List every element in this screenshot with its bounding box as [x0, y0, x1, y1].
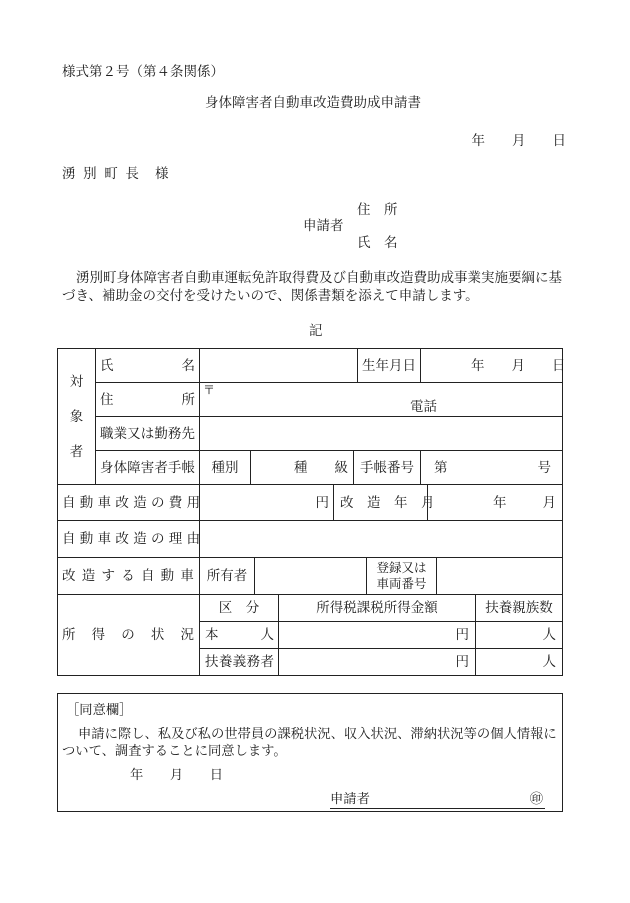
- income-header-category-label: 区 分: [218, 600, 260, 616]
- label-glyph: [170, 627, 174, 643]
- label-glyph: [119, 166, 123, 182]
- income-header-category: [199, 594, 279, 622]
- occupation-field: [199, 416, 563, 451]
- label-glyph: 手: [167, 459, 182, 476]
- label-glyph: [321, 460, 335, 476]
- income-row-supporter-amount: [278, 648, 476, 676]
- label-glyph: [175, 568, 179, 584]
- consent-box: [57, 693, 563, 812]
- subject-group-cell: [57, 348, 96, 485]
- label-glyph: 号: [537, 459, 551, 476]
- handbook-label-cell: [95, 450, 200, 485]
- label-glyph: 自: [62, 494, 76, 511]
- label-glyph: の: [121, 627, 135, 643]
- label-glyph: 町: [104, 166, 118, 182]
- income-row-self-dependents: [475, 621, 563, 649]
- label-glyph: 種: [294, 459, 308, 476]
- label-glyph: 本: [205, 627, 219, 643]
- label-glyph: 身: [100, 459, 114, 476]
- income-row-supporter-label: [205, 654, 274, 670]
- label-glyph: [539, 358, 553, 374]
- label-glyph: [96, 568, 100, 584]
- income-row-supporter-category: [199, 648, 279, 676]
- label-glyph: 対: [69, 373, 84, 390]
- label-glyph: [496, 460, 510, 476]
- label-glyph: [525, 358, 539, 374]
- label-glyph: る: [121, 568, 135, 584]
- label-glyph: [77, 166, 81, 182]
- consent-title: ［同意欄］: [66, 703, 133, 718]
- consent-line-2: ついて、調査することに同意します。: [62, 744, 287, 759]
- owner-field: [254, 557, 367, 595]
- label-glyph: 又: [127, 425, 141, 442]
- label-glyph: [116, 568, 120, 584]
- handbook-grade-cell: [250, 450, 354, 485]
- label-glyph: [510, 495, 524, 511]
- label-glyph: 況: [180, 627, 194, 643]
- label-glyph: [98, 166, 102, 182]
- label-glyph: [517, 460, 531, 476]
- label-glyph: 自: [140, 568, 155, 584]
- reason-label-cell: [57, 520, 200, 558]
- label-glyph: 用: [186, 494, 201, 511]
- birth-label: 生年月日: [362, 357, 416, 374]
- label-glyph: [381, 495, 395, 511]
- name-label-cell: [95, 348, 200, 383]
- label-glyph: 改: [115, 494, 129, 511]
- label-glyph: 改: [115, 531, 129, 547]
- handbook-grade: [294, 460, 347, 476]
- body-line-2: づき、補助金の交付を受けたいので、関係書類を添えて申請します。: [62, 288, 479, 304]
- label-glyph: 車: [97, 531, 112, 547]
- label-glyph: 義: [232, 654, 247, 670]
- occupation-label: [100, 426, 195, 442]
- label-glyph: [111, 627, 115, 643]
- handbook-number-field: [420, 450, 563, 485]
- income-row-self-dependents-unit: 人: [542, 627, 556, 643]
- label-glyph: 車: [97, 494, 112, 511]
- label-glyph: [136, 568, 140, 584]
- label-glyph: 級: [334, 459, 348, 476]
- label-glyph: 住: [100, 391, 114, 408]
- application-date: 年 月 日: [471, 133, 566, 149]
- label-glyph: 務: [246, 654, 261, 670]
- cost-field: [199, 484, 334, 521]
- label-glyph: 年: [471, 357, 485, 374]
- label-glyph: 年: [493, 494, 507, 511]
- postal-mark: 〒: [203, 383, 216, 397]
- applicant-address-label: 住 所: [357, 202, 398, 218]
- modification-date-field: [427, 484, 563, 521]
- label-glyph: [224, 627, 238, 643]
- registration-label-line-2: 車両番号: [376, 576, 427, 591]
- label-glyph: 所: [181, 391, 195, 408]
- registration-label-cell: [366, 557, 437, 595]
- income-header-dependents: [475, 594, 563, 622]
- label-glyph: 象: [69, 408, 84, 425]
- occupation-label-cell: [95, 416, 200, 451]
- label-glyph: 養: [218, 654, 233, 670]
- label-glyph: 改: [62, 568, 76, 584]
- reason-label: [62, 531, 201, 547]
- applicant-name-label: 氏 名: [357, 235, 398, 251]
- name-field: [199, 348, 358, 383]
- label-glyph: [408, 495, 422, 511]
- income-row-self-amount-unit: 円: [455, 627, 469, 643]
- applicant-label: 申請者: [303, 218, 344, 234]
- subject-label: [70, 375, 84, 459]
- income-label-cell: [57, 594, 200, 676]
- registration-label-line-1: 登録又は: [376, 560, 427, 575]
- label-glyph: 氏: [100, 357, 114, 374]
- label-glyph: 車: [180, 568, 194, 584]
- label-glyph: 年: [394, 494, 408, 511]
- form-number: 様式第２号（第４条関係）: [62, 64, 224, 80]
- consent-signature-label: 申請者: [330, 792, 370, 807]
- label-glyph: [308, 460, 322, 476]
- consent-date: 年 月 日: [130, 768, 224, 783]
- income-row-self-category: [199, 621, 279, 649]
- label-glyph: 体: [113, 459, 128, 476]
- form-title: 身体障害者自動車改造費助成申請書: [205, 95, 421, 111]
- owner-label: 所有者: [206, 568, 248, 584]
- label-glyph: 先: [181, 425, 195, 442]
- label-glyph: 者: [260, 654, 274, 670]
- income-header-amount: [278, 594, 476, 622]
- address-field: [199, 382, 563, 417]
- birth-field: [420, 348, 566, 383]
- label-glyph: [127, 392, 141, 408]
- ki-heading: 記: [309, 323, 323, 339]
- handbook-type-label: 種別: [211, 459, 239, 476]
- label-glyph: 月: [511, 357, 525, 374]
- label-glyph: 第: [434, 459, 448, 476]
- label-glyph: 扶: [205, 654, 219, 670]
- label-glyph: 費: [168, 494, 183, 511]
- handbook-label: [100, 460, 195, 476]
- label-glyph: [526, 495, 540, 511]
- label-glyph: 理: [168, 531, 183, 547]
- label-glyph: 動: [79, 494, 94, 511]
- label-glyph: [154, 392, 168, 408]
- label-glyph: 名: [181, 357, 195, 374]
- label-glyph: 造: [133, 531, 147, 547]
- handbook-number-label-cell: [353, 450, 421, 485]
- address-label-cell: [95, 382, 200, 417]
- cost-label: [62, 494, 201, 511]
- modification-date-placeholder: [493, 495, 556, 511]
- label-glyph: 動: [79, 531, 94, 547]
- label-glyph: [242, 627, 256, 643]
- label-glyph: 所: [62, 627, 76, 643]
- label-glyph: [485, 358, 499, 374]
- label-glyph: [475, 460, 489, 476]
- label-glyph: は: [140, 425, 155, 442]
- seal-icon: ㊞: [529, 792, 543, 807]
- cost-unit: 円: [315, 494, 329, 511]
- label-glyph: 得: [91, 627, 106, 643]
- address-label: [100, 392, 195, 408]
- body-line-1: 湧別町身体障害者自動車運転免許取得費及び自動車改造費助成事業実施要綱に基: [76, 270, 562, 286]
- label-glyph: 者: [154, 459, 168, 476]
- handbook-type-cell: [199, 450, 251, 485]
- addressee: [62, 166, 139, 182]
- handbook-number-label: 手帳番号: [360, 459, 414, 476]
- income-row-self-amount: [278, 621, 476, 649]
- label-glyph: [141, 627, 145, 643]
- vehicle-label: [62, 568, 194, 584]
- label-glyph: 造: [367, 494, 381, 511]
- income-header-amount-label: 所得税課税所得金額: [316, 600, 438, 616]
- income-row-supporter-dependents: [475, 648, 563, 676]
- label-glyph: [127, 358, 141, 374]
- label-glyph: 人: [260, 627, 274, 643]
- reason-field: [199, 520, 563, 558]
- income-row-supporter-dependents-unit: 人: [542, 654, 556, 670]
- birth-date-placeholder: [471, 357, 566, 374]
- label-glyph: 湧: [62, 166, 76, 182]
- phone-label: 電話: [410, 399, 437, 415]
- label-glyph: [498, 358, 512, 374]
- label-glyph: 者: [69, 443, 84, 460]
- label-glyph: [455, 460, 469, 476]
- cost-label-cell: [57, 484, 200, 521]
- label-glyph: 勤: [154, 425, 168, 442]
- label-glyph: 障: [127, 459, 141, 476]
- birth-label-cell: [357, 348, 421, 383]
- label-glyph: 改: [340, 494, 354, 511]
- vehicle-label-cell: [57, 557, 200, 595]
- consent-line-1: 申請に際し、私及び私の世帯員の課税状況、収入状況、滞納状況等の個人情報に: [78, 727, 557, 742]
- label-glyph: 造: [133, 494, 147, 511]
- label-glyph: 長: [125, 166, 139, 182]
- label-glyph: [354, 495, 368, 511]
- label-glyph: の: [150, 494, 165, 511]
- income-header-dependents-label: 扶養親族数: [485, 600, 553, 616]
- application-table: [57, 348, 566, 676]
- income-row-supporter-amount-unit: 円: [455, 654, 469, 670]
- income-row-self-label: [205, 627, 274, 643]
- label-glyph: 状: [150, 627, 165, 643]
- handbook-number-placeholder: [434, 460, 551, 476]
- label-glyph: [154, 358, 168, 374]
- label-glyph: 動: [160, 568, 175, 584]
- label-glyph: [81, 627, 85, 643]
- registration-field: [436, 557, 563, 595]
- label-glyph: す: [101, 568, 115, 584]
- consent-signature-line: [330, 792, 545, 809]
- name-label: [100, 358, 195, 374]
- label-glyph: 自: [62, 531, 76, 547]
- income-label: [62, 627, 194, 643]
- label-glyph: 別: [83, 166, 97, 182]
- label-glyph: 日: [552, 357, 566, 374]
- label-glyph: 月: [542, 494, 556, 511]
- modification-date-label: [340, 494, 435, 511]
- addressee-honorific: 様: [155, 166, 169, 182]
- label-glyph: 務: [167, 425, 182, 442]
- modification-date-label-cell: [333, 484, 435, 521]
- label-glyph: 造: [81, 568, 96, 584]
- label-glyph: [76, 568, 80, 584]
- label-glyph: 職: [100, 425, 114, 442]
- owner-label-cell: [199, 557, 255, 595]
- label-glyph: [155, 568, 159, 584]
- label-glyph: 業: [113, 425, 128, 442]
- label-glyph: 害: [140, 459, 155, 476]
- label-glyph: 由: [186, 531, 201, 547]
- label-glyph: 月: [421, 494, 435, 511]
- label-glyph: 帳: [181, 459, 195, 476]
- label-glyph: の: [150, 531, 165, 547]
